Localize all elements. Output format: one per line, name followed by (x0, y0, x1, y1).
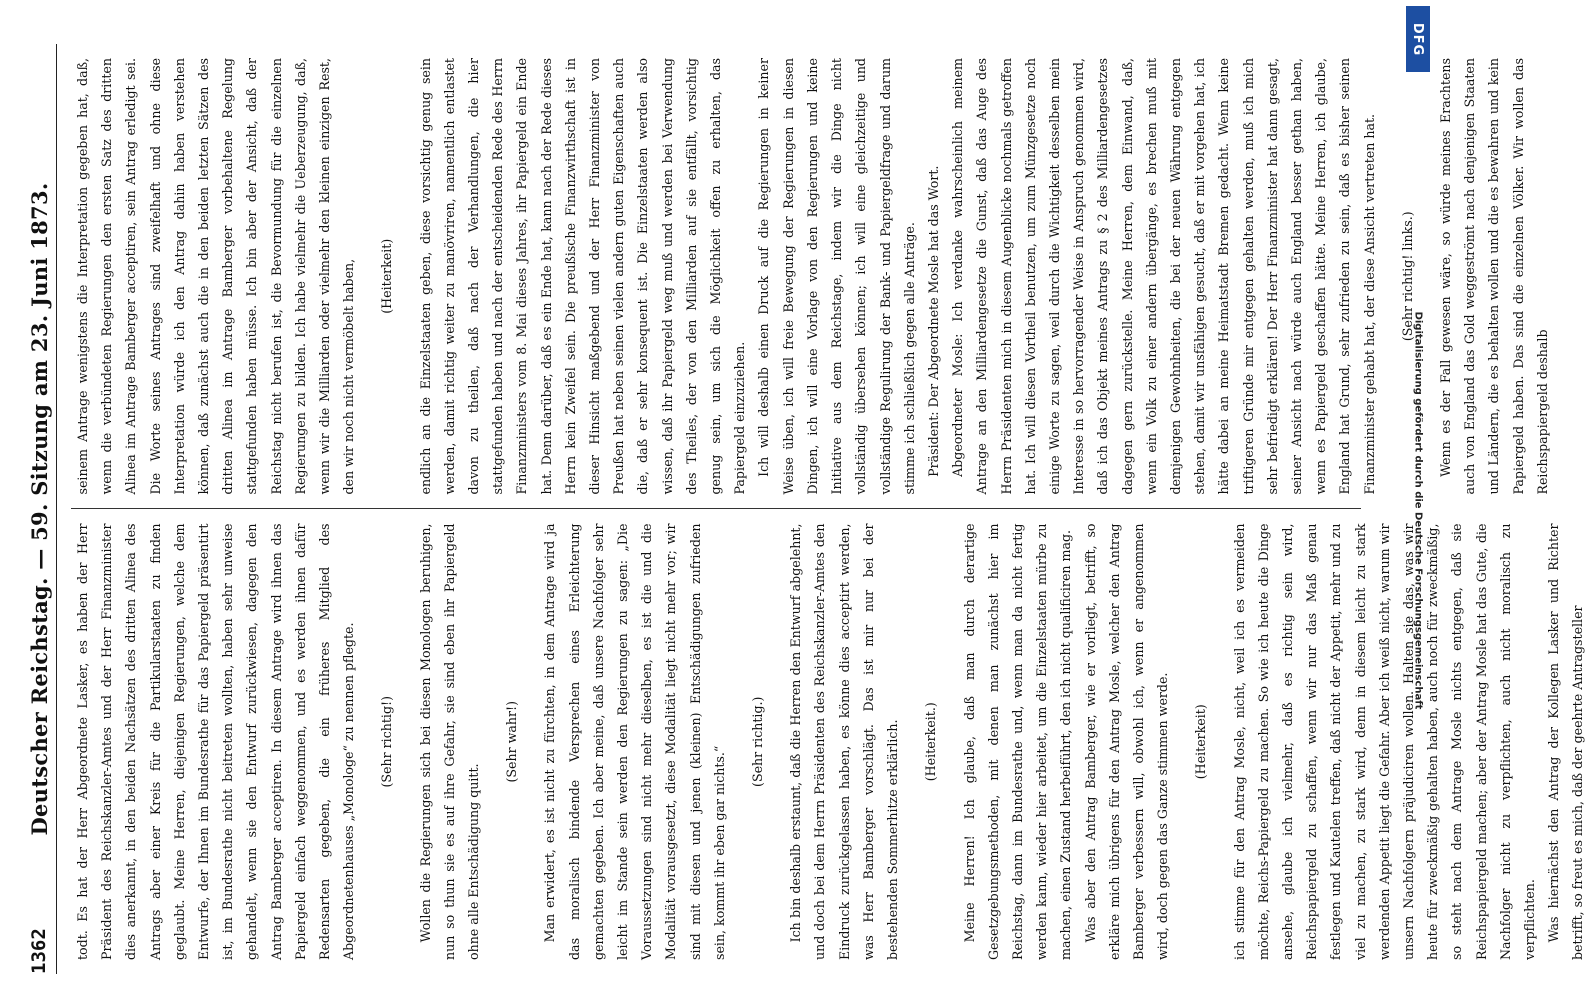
page-number: 1362 (28, 928, 50, 974)
paragraph: ich stimme für den Antrag Mosle, nicht, weil ich es vermeiden möchte, Reichs-Papiergeld zu machen. So wie ich heute die Dinge ansehe, glaube ich vielmehr, daß es richtig sein wird, Reichspapiergeld zu schaffen, wenn wir nur das Maß genau festlegen und Kautelen treffen, daß nicht der Appetit, mehr und zu viel zu machen, zu stark wird, denn in diesem leicht zu stark werdenden Appetit liegt die Gefahr. Aber ich weiß nicht, warum wir unsern Nachfolgern präjudiciren wollen. Halten sie das, was wir heute für zweckmäßig gehalten haben, auch noch für zweckmäßig, so steht nach dem Antrage Mosle nichts entgegen, daß sie Reichspapiergeld machen; aber der Antrag Mosle hat das Gute, die Nachfolger nicht zu verpflichten, auch nicht moralisch zu verpflichten. (1231, 523, 1537, 960)
paragraph: seinem Antrage wenigstens die Interpretation gegeben hat, daß, wenn die verbündeten Regierungen den ersten Satz des dritten Alinea im Antrage Bamberger acceptiren, sein Antrag erledigt sei. Die Worte seines Antrages sind zweifelhaft und ohne diese Interpretation würde ich den Antrag dahin haben verstehen können, daß zunächst auch die in den beiden letzten Sätzen des dritten Alinea im Antrage Bamberger vorbehaltene Regelung stattgefunden haben müsse. Ich bin aber der Ansicht, daß der Reichstag nicht berufen ist, die Bevormundung für die einzelnen Regierungen zu bilden. Ich habe vielmehr die Ueberzeugung, daß, wenn wir die Milliarden oder vielmehr den kleinen einzigen Rest, den wir noch nicht vermöbelt haben, (75, 58, 357, 495)
paragraph: endlich an die Einzelstaaten geben, diese vorsichtig genug sein werden, damit richtig weiter zu manövriren, namentlich entlastet davon zu theilen, daß nach der Verhandlungen, die hier stattgefunden haben und nach der entscheidenden Rede des Herrn Finanzministers vom 8. Mai dieses Jahres, ihr Papiergeld ein Ende hat. Denn darüber, daß es ein Ende hat, kann nach der Rede dieses Herrn kein Zweifel sein. Die preußische Finanzwirthschaft ist in dieser Hinsicht maßgebend und der Herr Finanzminister von Preußen hat neben seinen vielen andern guten Eigenschaften auch die, daß er sehr konsequent ist. Die Einzelstaaten werden also wissen, daß ihr Papiergeld weg muß und werden bei Verwendung des Theiles, der von den Milliarden auf sie entfällt, vorsichtig genug sein, um sich die Möglichkeit offen zu erhalten, das Papiergeld einzuziehen. (417, 58, 748, 495)
paragraph: Man erwidert, es ist nicht zu fürchten, in dem Antrage wird ja das moralisch bindende Versprechen eines Erleichterung gemachten gegeben. Ich aber meine, daß unsere Nachfolger sehr leicht im Stande sein werden den Regierungen zu sagen: „Die Voraussetzungen sind nicht mehr dieselben, es ist die und die Modalität vorausgesetzt, diese Modalität liegt nicht mehr vor; wir sind mit diesen und jenen (kleinen) Entschädigungen zufrieden sein, kommt ihr eben gar nichts.“ (542, 523, 727, 960)
interjection: (Sehr richtig!) (379, 696, 395, 788)
interjection: (Heiterkeit) (379, 238, 395, 314)
paragraph: Ich bin deshalb erstaunt, daß die Herren den Entwurf abgelehnt, und doch bei dem Herrn Präsidenten des Reichskanzler-Amtes den Eindruck zurückgelassen haben, es könne dies acceptirt werden, was Herr Bamberger vorschlägt. Das ist mir nur bei der bestehenden Sommerhitze erklärlich. (788, 523, 901, 960)
paragraph: Wenn es der Fall gewesen wäre, so würde meines Erachtens auch von England das Gold weggeströmt nach denjenigen Staaten und Ländern, die es behalten wollen und die es bewahren und kein Papiergeld haben. Das sind die einzelnen Völker. Wir wollen das Reichspapiergeld deshalb (1437, 58, 1550, 495)
paragraph: Wollen die Regierungen sich bei diesen Monologen beruhigen, nun so thun sie es auf ihre Gefahr, sie sind eben ihr Papiergeld ohne alle Entschädigung quitt. (417, 523, 482, 960)
paragraph: todt. Es hat der Herr Abgeordnete Lasker, es haben der Herr Präsident des Reichskanzler-Amtes und der Herr Finanzminister dies anerkannt, in den beiden Nachsätzen des dritten Alinea des Antrags aber einer Kreis für die Partikularstaaten zu finden geglaubt. Meine Herren, diejenigen Regierungen, welche dem Entwurfe, der Ihnen im Bundesrathe für das Papiergeld präsentirt ist, im Bundesrathe nicht beitreten wollten, haben sehr unweise gehandelt, wenn sie den Entwurf zurückwiesen, dagegen den Antrag Bamberger acceptiren. In diesem Antrage wird ihnen das Papiergeld einfach weggenommen, und es werden ihnen dafür Redensarten gegeben, die ein früheres Mitglied des Abgeordnetenhauses „Monologe“ zu nennen pflegte. (75, 523, 357, 960)
interjection: (Sehr richtig.) (750, 696, 766, 787)
interjection: (Sehr wahr!) (504, 700, 520, 783)
interjection: (Heiterkeit) (1193, 704, 1209, 780)
paragraph: Abgeordneter Mosle: Ich verdanke wahrscheinlich meinem Antrage an den Milliardengesetze die Gunst, daß das Auge des Herrn Präsidenten mich in diesem Augenblicke nochmals getroffen hat. Ich will diesen Vortheil benutzen, um zum Münzgesetze noch einige Worte zu sagen, weil durch die Wichtigkeit desselben mein Interesse in so hervorragender Weise in Anspruch genommen wird, daß ich das Objekt meines Antrags zu § 2 des Milliardengesetzes dagegen gern zurückstelle. Meine Herren, dem Einwand, daß, wenn ein Volk zu einer andern übergänge, es brechen muß mit demjenigen Gewohnheiten, die bei der neuen Währung entgegen stehen, damit wir unsfähigen gesucht, daß er mit vorgehen hat, ich hätte dabei an meine Heimatstadt Bremen gedacht. Wenn keine triftigeren Gründe mir entgegen gehalten werden, muß ich mich sehr befriedigt erklären! Der Herr Finanzminister hat dann gesagt, seiner Ansicht nach würde auch England besser gethan haben, wenn es Papiergeld geschaffen hätte. Meine Herren, ich glaube, England hat Grund, sehr zufrieden zu sein, daß es bisher seinen Finanzminister gehabt hat, der diese Ansicht vertreten hat. (950, 58, 1377, 495)
paragraph: Was hiernächst den Antrag der Kollegen Lasker und Richter betrifft, so freut es mich, daß der geehrte Antragsteller (1546, 523, 1586, 960)
interjection: (Sehr richtig! links.) (1399, 211, 1415, 342)
paragraph: Meine Herren! Ich glaube, daß man durch derartige Gesetzgebungsmethoden, mit denen man zunächst hier im Reichstag, dann im Bundesrathe und, wenn man da nicht fertig werden kann, wieder hier arbeitet, um die Einzelstaaten mürbe zu machen, einen Zustand herbeiführt, den ich nicht qualificiren mag. (961, 523, 1074, 960)
dfg-logo: DFG (1406, 6, 1430, 72)
interjection: (Heiterkeit.) (923, 702, 939, 782)
paragraph: Präsident: Der Abgeordnete Mosle hat das Wort. (925, 165, 941, 477)
page-header (22, 44, 57, 974)
digitization-caption: Digitalisierung gefördert durch die Deutsche Forschungsgemeinschaft (1412, 311, 1424, 709)
paragraph: Was aber den Antrag Bamberger, wie er vorliegt, betrifft, so erkläre mich übrigens für den Antrag Mosle, welcher den Antrag Bamberger verbessern will, obwohl ich, wenn er angenommen wird, doch gegen das Ganze stimmen werde. (1082, 523, 1171, 960)
paragraph: Ich will deshalb einen Druck auf die Regierungen in keiner Weise üben, ich will freie Bewegung der Regierungen in diesen Dingen, ich will eine Vorlage von den Regierungen und keine Initiative aus dem Reichstage, indem wir die Dinge nicht vollständig übersehen können; ich will eine gleichzeitige und vollständige Regulirung der Bank- und Papiergeldfrage und darum stimme ich schließlich gegen alle Anträge. (756, 58, 917, 495)
running-head: Deutscher Reichstag. — 59. Sitzung am 23. Juni 1873. (27, 182, 52, 836)
